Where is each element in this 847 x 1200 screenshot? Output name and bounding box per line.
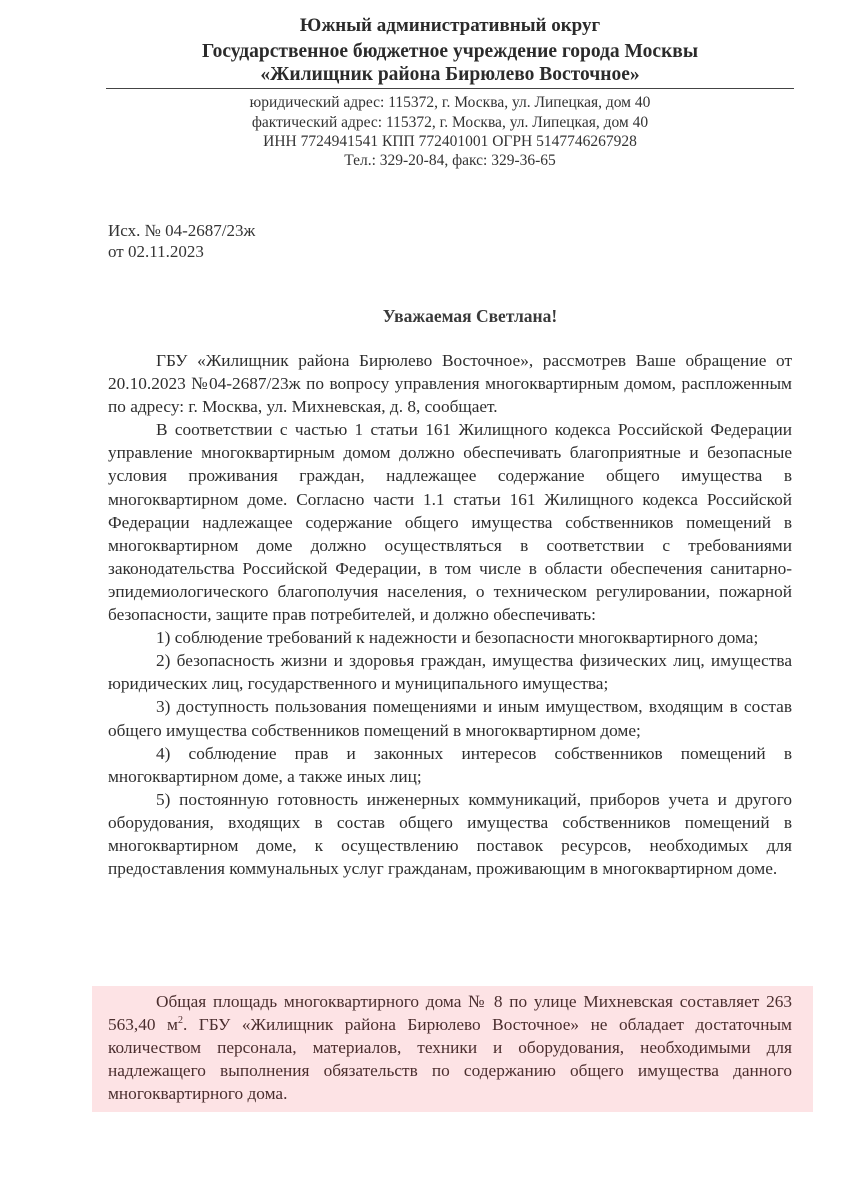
letterhead-district: Южный административный округ xyxy=(299,15,601,36)
letterhead-name: «Жилищник района Бирюлево Восточное» xyxy=(260,64,640,85)
outgoing-number: Исх. № 04-2687/23ж xyxy=(108,221,256,240)
greeting: Уважаемая Светлана! xyxy=(382,306,558,326)
highlighted-paragraph xyxy=(108,990,792,1105)
list-item-4: 4) соблюдение прав и законных интересов собственников помещений в многоквартирном доме, а также иных лиц; xyxy=(108,743,792,786)
list-item-3: 3) доступность пользования помещениями и иным имуществом, входящим в состав общего имущества собственников помещений в многоквартирном доме; xyxy=(108,697,792,740)
contact-phone: Тел.: 329-20-84, факс: 329-36-65 xyxy=(344,152,556,169)
highlight-text-before: Общая площадь многоквартирного дома № 8 по улице Михневская составляет 263 563,40 м xyxy=(108,992,792,1035)
registration-numbers: ИНН 7724941541 КПП 772401001 ОГРН 5147746267928 xyxy=(263,133,637,150)
letterhead-institution: Государственное бюджетное учреждение города Москвы xyxy=(201,41,699,62)
outgoing-date: от 02.11.2023 xyxy=(108,242,204,261)
highlight-text-after: . ГБУ «Жилищник района Бирюлево Восточное» не обладает достаточным количеством персонала, материалов, техники и оборудования, необходимыми для надлежащего выполнения обязательств по содержанию общего имущества данного многоквартирного дома. xyxy=(108,1015,792,1104)
paragraph-law: В соответствии с частью 1 статьи 161 Жилищного кодекса Российской Федерации управление многоквартирным домом должно обеспечивать благоприятные и безопасные условия проживания граждан, надлежащее содержание общего имущества в многоквартирном доме. Согласно части 1.1 статьи 161 Жилищного кодекса Российской Федерации надлежащее содержание общего имущества собственников помещений в многоквартирном доме должно осуществляться в соответствии с требованиями законодательства Российской Федерации, в том числе в области обеспечения санитарно-эпидемиологического благополучия населения, о техническом регулировании, пожарной безопасности, защите прав потребителей, и должно обеспечивать: xyxy=(108,420,792,625)
list-item-5: 5) постоянную готовность инженерных коммуникаций, приборов учета и другого оборудования, входящих в состав общего имущества собственников помещений в многоквартирном доме, к осуществлению поставок ресурсов, необходимых для предоставления коммунальных услуг гражданам, проживающим в многоквартирном доме. xyxy=(108,789,792,879)
actual-address: фактический адрес: 115372, г. Москва, ул. Липецкая, дом 40 xyxy=(251,114,649,131)
letter-body xyxy=(108,349,792,880)
superscript: 2 xyxy=(177,1015,183,1027)
list-item-2: 2) безопасность жизни и здоровья граждан, имущества физических лиц, имущества юридических лиц, государственного и муниципального имущества; xyxy=(108,651,792,694)
legal-address: юридический адрес: 115372, г. Москва, ул. Липецкая, дом 40 xyxy=(249,94,651,111)
paragraph-intro: ГБУ «Жилищник района Бирюлево Восточное», рассмотрев Ваше обращение от 20.10.2023 №04-2687/23ж по вопросу управления многоквартирным домом, распложенным по адресу: г. Москва, ул. Михневская, д. 8, сообщает. xyxy=(108,351,792,417)
letterhead-divider xyxy=(106,88,794,89)
list-item-1: 1) соблюдение требований к надежности и безопасности многоквартирного дома; xyxy=(156,628,759,648)
